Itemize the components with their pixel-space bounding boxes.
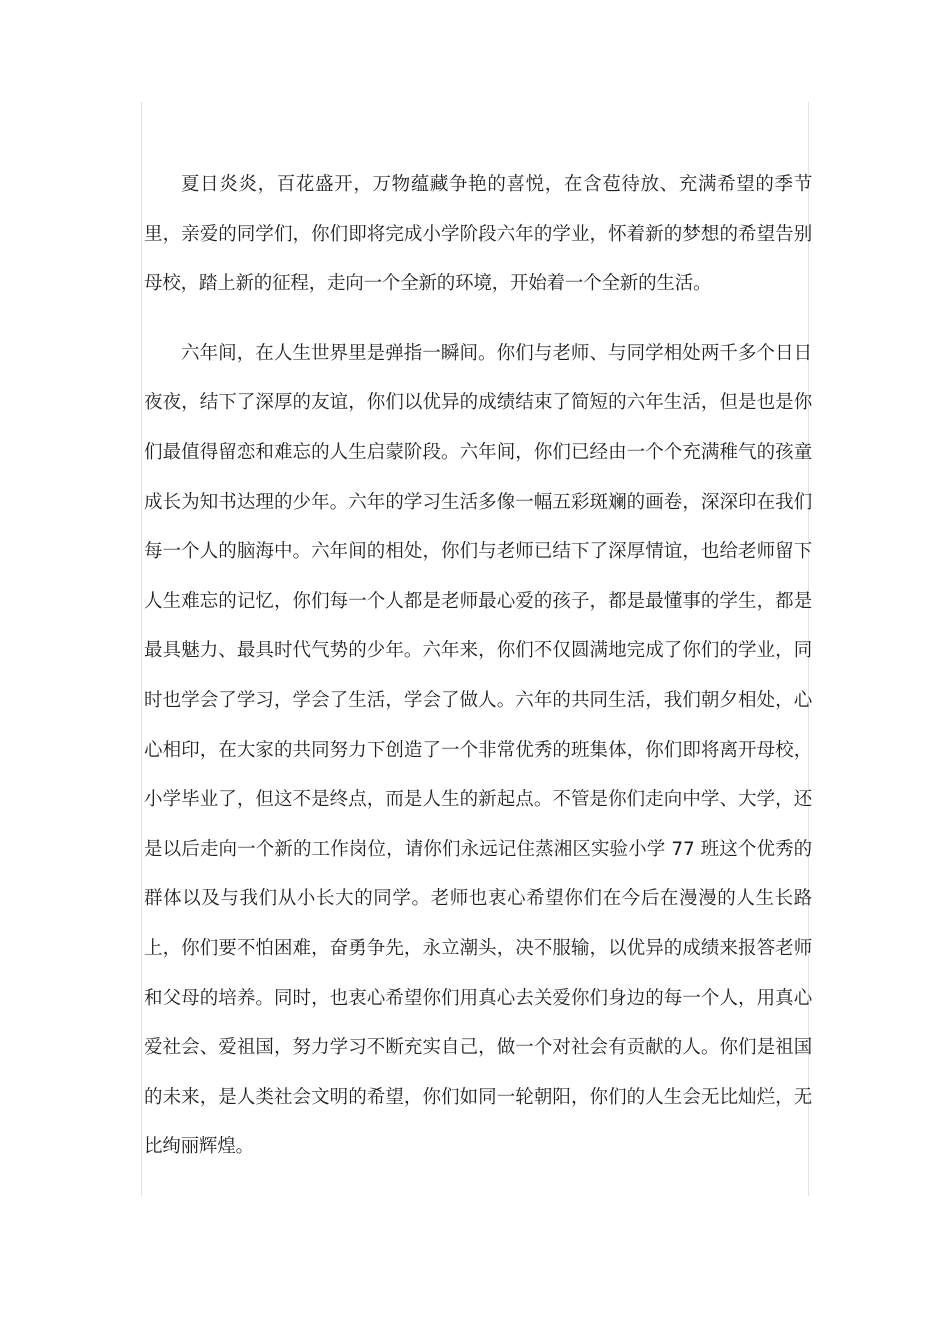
paragraph-main: 六年间，在人生世界里是弹指一瞬间。你们与老师、与同学相处两千多个日日夜夜，结下了深厚的友谊，你们以优异的成绩结束了简短的六年生活，但是也是你们最值得留恋和难忘的人生启蒙阶段。六年间，你们已经由一个个充满稚气的孩童成长为知书达理的少年。六年的学习生活多像一幅五彩斑斓的画卷，深深印在我们每一个人的脑海中。六年间的相处，你们与老师已结下了深厚情谊，也给老师留下人生难忘的记忆，你们每一个人都是老师最心爱的孩子，都是最懂事的学生，都是最具魅力、最具时代气势的少年。六年来，你们不仅圆满地完成了你们的学业，同时也学会了学习，学会了生活，学会了做人。六年的共同生活，我们朝夕相处，心心相印，在大家的共同努力下创造了一个非常优秀的班集体，你们即将离开母校，小学毕业了，但这不是终点，而是人生的新起点。不管是你们走向中学、大学，还是以后走向一个新的工作岗位，请你们永远记住蒸湘区实验小学 77 班这个优秀的群体以及与我们从小长大的同学。老师也衷心希望你们在今后在漫漫的人生长路上，你们要不怕困难，奋勇争先，永立潮头，决不服输，以优异的成绩来报答老师和父母的培养。同时，也衷心希望你们用真心去关爱你们身边的每一个人，用真心爱社会、爱祖国，努力学习不断充实自己，做一个对社会有贡献的人。你们是祖国的未来，是人类社会文明的希望，你们如同一轮朝阳，你们的人生会无比灿烂，无比绚丽辉煌。 <box>144 342 812 1158</box>
paragraph-opening: 夏日炎炎，百花盛开，万物蕴藏争艳的喜悦，在含苞待放、充满希望的季节里，亲爱的同学们，你们即将完成小学阶段六年的学业，怀着新的梦想的希望告别母校，踏上新的征程，走向一个全新的环境，开始着一个全新的生活。 <box>144 174 812 295</box>
page-left-border <box>141 102 142 1196</box>
document-body <box>144 160 812 1172</box>
